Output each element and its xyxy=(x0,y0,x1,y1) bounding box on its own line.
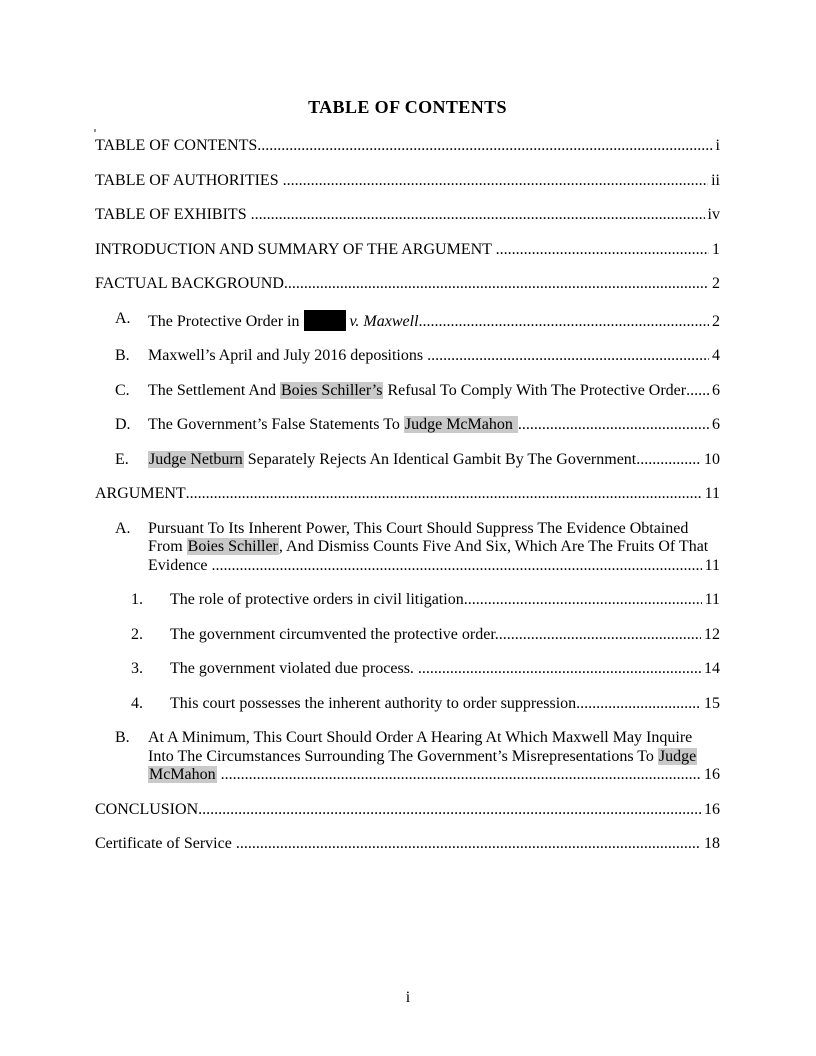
toc-text-segment: Evidence xyxy=(148,556,212,574)
toc-page-number: 15 xyxy=(704,694,720,712)
toc-text-segment: TABLE OF EXHIBITS xyxy=(95,206,251,223)
toc-entry xyxy=(95,485,720,504)
highlighted-text: Judge xyxy=(658,747,697,765)
toc-page-number: 16 xyxy=(704,800,720,818)
toc-page-number: 11 xyxy=(704,485,720,502)
toc-page-number: 6 xyxy=(712,416,720,433)
toc-entry-marker: C. xyxy=(115,381,130,399)
toc-content xyxy=(95,97,720,870)
toc-text-segment: Maxwell’s April and July 2016 depositions xyxy=(148,347,428,364)
toc-line xyxy=(95,485,720,504)
toc-page-number: 11 xyxy=(704,556,720,574)
toc-entry-marker: B. xyxy=(115,347,130,364)
dot-leader xyxy=(418,660,701,679)
toc-text-segment: The Protective Order in xyxy=(148,312,304,330)
toc-entry xyxy=(95,801,720,820)
toc-entry-marker: B. xyxy=(115,729,130,746)
toc-entry-marker: D. xyxy=(115,416,131,433)
toc-page-number: 6 xyxy=(712,381,720,399)
toc-entry xyxy=(95,310,720,332)
toc-line xyxy=(148,451,720,470)
page-footer-number: i xyxy=(405,989,411,1006)
toc-entry-text xyxy=(148,382,686,401)
toc-entry xyxy=(95,275,720,294)
toc-page-number: 10 xyxy=(704,450,720,468)
toc-entry xyxy=(95,347,720,366)
dot-leader xyxy=(636,451,701,470)
highlighted-text: Judge McMahon xyxy=(404,416,517,433)
toc-line xyxy=(148,310,720,332)
toc-line xyxy=(95,801,720,820)
toc-text-segment: TABLE OF AUTHORITIES xyxy=(95,171,283,189)
toc-entry-text xyxy=(95,275,284,294)
toc-entry-text xyxy=(148,451,636,470)
toc-line xyxy=(148,382,720,401)
document-title: TABLE OF CONTENTS xyxy=(308,97,507,117)
toc-page-number: 12 xyxy=(704,625,720,643)
toc-line xyxy=(148,729,720,748)
toc-entry xyxy=(95,835,720,854)
toc-line xyxy=(170,626,720,645)
toc-entry-marker: 2. xyxy=(131,625,143,643)
toc-entry xyxy=(95,626,720,645)
toc-entry-text xyxy=(148,520,688,537)
toc-text-segment: The government circumvented the protective order. xyxy=(170,625,499,643)
toc-entry-text xyxy=(95,485,186,504)
toc-line xyxy=(95,241,720,260)
toc-text-segment: CONCLUSION xyxy=(95,800,199,818)
toc-line xyxy=(95,206,720,225)
dot-leader xyxy=(212,557,702,576)
toc-entry-text xyxy=(148,766,221,785)
toc-entry-text xyxy=(148,748,697,765)
dot-leader xyxy=(283,172,709,191)
toc-line xyxy=(148,766,720,785)
dot-leader xyxy=(284,275,709,294)
dot-leader xyxy=(221,766,701,785)
toc-entry-text xyxy=(95,241,496,260)
toc-text-segment: Pursuant To Its Inherent Power, This Court Should Suppress The Evidence Obtained xyxy=(148,519,689,537)
toc-entry-text xyxy=(148,729,692,746)
dot-leader xyxy=(427,347,709,366)
highlighted-text: Boies Schiller’s xyxy=(280,381,383,399)
toc-page-number: 2 xyxy=(712,312,720,330)
toc-line xyxy=(95,137,720,156)
toc-entry-text xyxy=(95,801,198,820)
toc-text-segment: FACTUAL BACKGROUND xyxy=(95,275,284,292)
toc-text-segment: From xyxy=(148,538,187,555)
toc-entry-marker: A. xyxy=(115,309,131,327)
toc-page-number: ii xyxy=(711,171,720,189)
dot-leader xyxy=(580,695,701,714)
toc-text-segment: The government violated due process. xyxy=(170,660,418,677)
highlighted-text: Judge Netburn xyxy=(149,450,243,468)
toc-text-segment: This court possesses the inherent authority to order suppression. xyxy=(170,694,581,712)
toc-entry xyxy=(95,172,720,191)
toc-entry xyxy=(95,695,720,714)
toc-entry xyxy=(95,660,720,679)
toc-text-segment: Into The Circumstances Surrounding The Government’s Misrepresentations To xyxy=(148,747,658,765)
toc-text-segment: INTRODUCTION AND SUMMARY OF THE ARGUMENT xyxy=(95,240,496,258)
toc-entry xyxy=(95,416,720,435)
dot-leader xyxy=(257,137,712,156)
toc-entry-text xyxy=(148,416,518,435)
toc-text-segment: At A Minimum, This Court Should Order A Hearing At Which Maxwell May Inquire xyxy=(148,729,693,746)
toc-page-number: 16 xyxy=(704,766,720,783)
toc-text-segment: ARGUMENT xyxy=(95,485,186,502)
toc-entry xyxy=(95,520,720,576)
toc-line xyxy=(148,557,720,576)
toc-line xyxy=(95,172,720,191)
toc-page-number: 1 xyxy=(712,240,720,258)
dot-leader xyxy=(251,206,705,225)
redaction-box xyxy=(304,310,346,331)
toc-entry-text xyxy=(148,310,419,332)
dot-leader xyxy=(518,416,709,435)
toc-line xyxy=(170,695,720,714)
dot-leader xyxy=(236,835,701,854)
toc-text-segment: TABLE OF CONTENTS xyxy=(95,137,258,154)
dot-leader xyxy=(499,626,701,645)
toc-entry-text xyxy=(170,660,418,679)
toc-entry-text xyxy=(170,591,468,610)
toc-text-segment: , And Dismiss Counts Five And Six, Which Are The Fruits Of That xyxy=(278,538,709,555)
toc-entry-text xyxy=(95,172,283,191)
toc-line xyxy=(170,660,720,679)
toc-page-number: 4 xyxy=(712,347,720,364)
dot-leader xyxy=(686,382,709,401)
toc-line xyxy=(148,520,720,539)
toc-entry xyxy=(95,729,720,785)
dot-leader xyxy=(186,485,702,504)
dot-leader xyxy=(419,313,709,332)
toc-entry-marker: 1. xyxy=(131,591,143,608)
toc-entry-text xyxy=(148,557,212,576)
toc-line xyxy=(148,538,720,557)
toc-entry-text xyxy=(95,206,251,225)
toc-page-number: 2 xyxy=(712,275,720,292)
toc-page-number: 11 xyxy=(704,591,720,608)
toc-line xyxy=(95,275,720,294)
dot-leader xyxy=(198,801,701,820)
toc-text-segment: Refusal To Comply With The Protective Order xyxy=(383,381,687,399)
toc-page-number: 18 xyxy=(704,835,720,852)
toc-text-segment: The role of protective orders in civil litigation. xyxy=(170,591,468,608)
toc-entry-text xyxy=(170,695,580,714)
toc-text-segment: The Government’s False Statements To xyxy=(148,416,404,433)
toc-page-number: 14 xyxy=(704,660,720,677)
toc-line xyxy=(170,591,720,610)
toc-entry-text xyxy=(170,626,499,645)
toc-text-segment: v. Maxwell xyxy=(349,312,419,330)
toc-entry-marker: E. xyxy=(115,450,129,468)
toc-entry-text xyxy=(95,835,236,854)
toc-entry-text xyxy=(95,137,257,156)
toc-entry xyxy=(95,206,720,225)
toc-entry xyxy=(95,451,720,470)
toc-page-number: i xyxy=(715,137,720,154)
toc-entry-text xyxy=(148,347,427,366)
toc-line xyxy=(148,347,720,366)
toc-line xyxy=(148,748,720,767)
highlighted-text: Boies Schiller xyxy=(187,538,278,555)
toc-entry-text xyxy=(148,538,708,555)
toc-list xyxy=(95,137,720,854)
toc-page-number: iv xyxy=(707,206,720,223)
toc-entry xyxy=(95,591,720,610)
toc-entry xyxy=(95,137,720,156)
toc-entry xyxy=(95,382,720,401)
toc-entry-marker: 3. xyxy=(131,660,143,677)
toc-entry-marker: 4. xyxy=(131,694,143,712)
dot-leader xyxy=(496,241,709,260)
toc-text-segment: The Settlement And xyxy=(148,381,280,399)
toc-text-segment: Certificate of Service xyxy=(95,835,236,852)
toc-entry xyxy=(95,241,720,260)
dot-leader xyxy=(468,591,702,610)
toc-text-segment: Separately Rejects An Identical Gambit By The Government xyxy=(243,450,637,468)
toc-line xyxy=(148,416,720,435)
toc-line xyxy=(95,835,720,854)
toc-entry-marker: A. xyxy=(115,519,131,537)
highlighted-text: McMahon xyxy=(149,766,216,783)
